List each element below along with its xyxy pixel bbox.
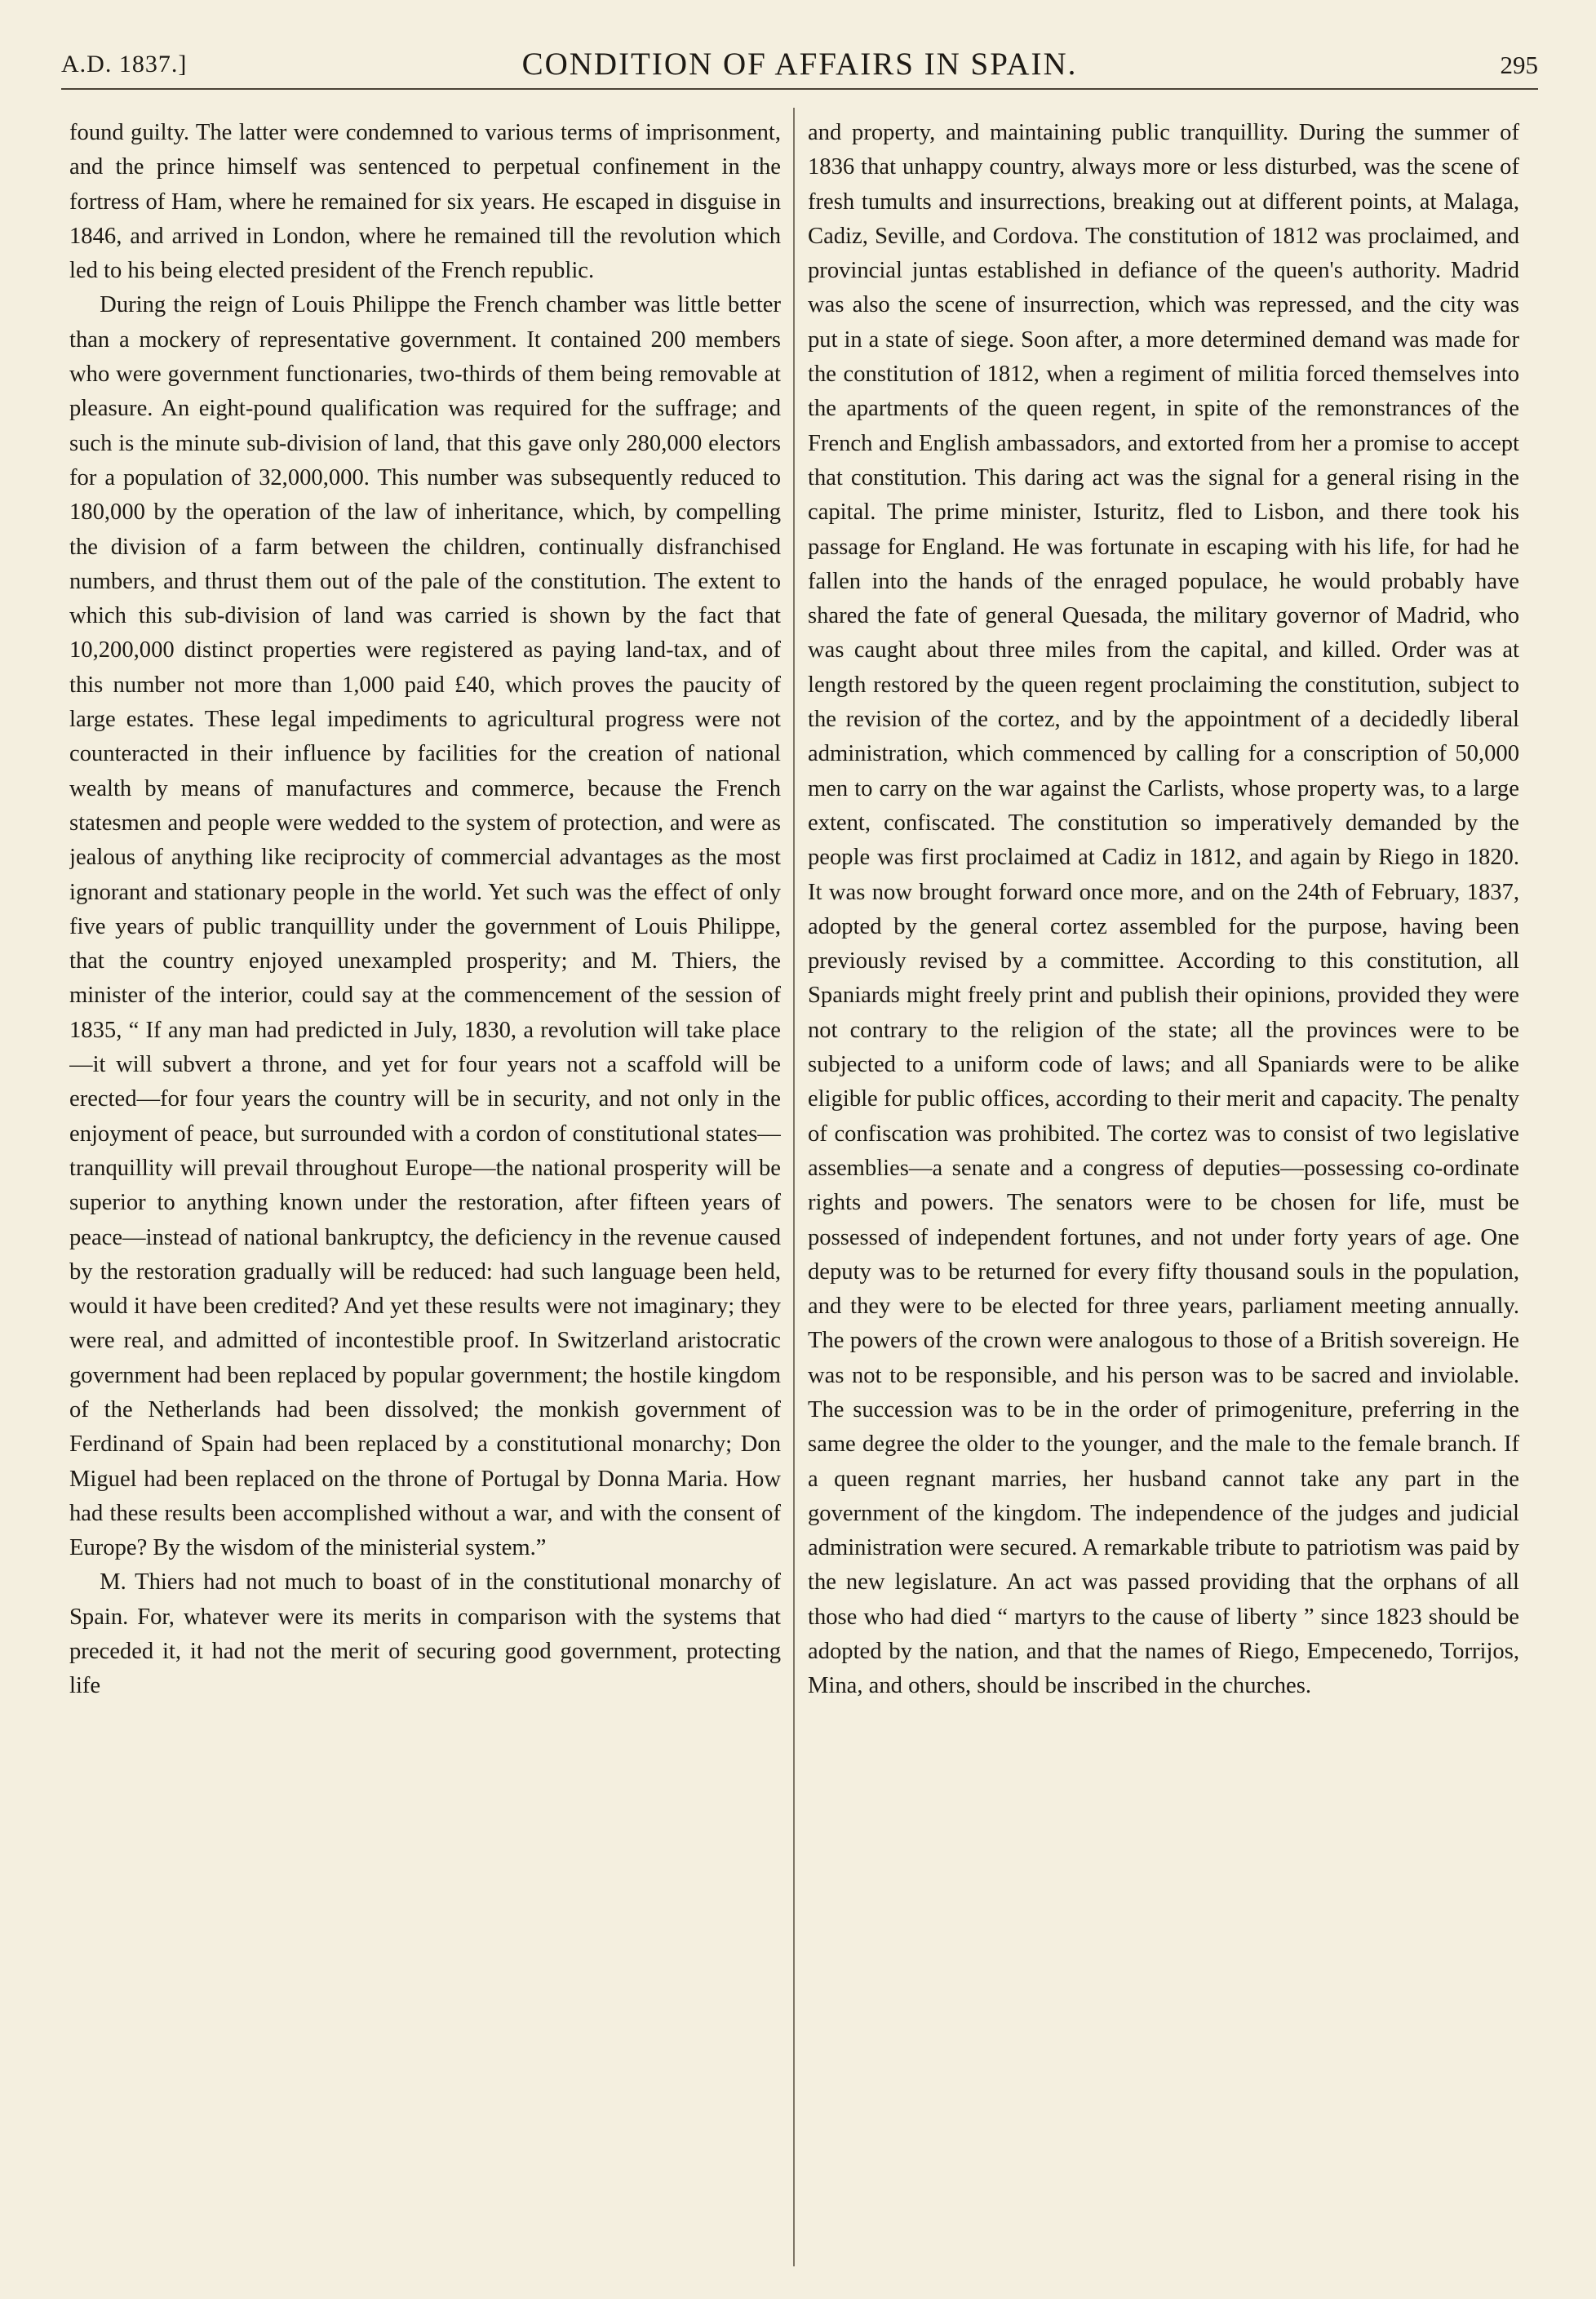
left-column — [69, 116, 781, 2270]
header-rule — [61, 88, 1538, 90]
column-divider — [793, 108, 795, 2266]
right-column — [808, 116, 1519, 2270]
paragraph: During the reign of Louis Philippe the French chamber was little better than a mockery of representative government. It contained 200 members who were government functionaries, two-thirds of them being removable at pleasure. An eight-pound qualification was required for the suffrage; and such is the minute sub-division of land, that this gave only 280,000 electors for a population of 32,000,000. This number was subsequently reduced to 180,000 by the operation of the law of inheritance, which, by compelling the division of a farm between the children, continually disfranchised numbers, and thrust them out of the pale of the constitution. The extent to which this sub-division of land was carried is shown by the fact that 10,200,000 distinct properties were registered as paying land-tax, and of this number not more than 1,000 paid £40, which proves the paucity of large estates. These legal impediments to agricultural progress were not counteracted in their influence by facilities for the creation of national wealth by means of manufactures and commerce, because the French statesmen and people were wedded to the system of protection, and were as jealous of anything like reciprocity of commercial advantages as the most ignorant and stationary people in the world. Yet such was the effect of only five years of public tranquillity under the government of Louis Philippe, that the country enjoyed unexampled prosperity; and M. Thiers, the minister of the interior, could say at the commencement of the session of 1835, “ If any man had predicted in July, 1830, a revolution will take place—it will subvert a throne, and yet for four years not a scaffold will be erected—for four years the country will be in security, and not only in the enjoyment of peace, but surrounded with a cordon of constitutional states—tranquillity will prevail throughout Europe—the national prosperity will be superior to anything known under the restoration, after fifteen years of peace—instead of national bankruptcy, the deficiency in the revenue caused by the restoration gradually will be reduced: had such language been held, would it have been credited? And yet these results were not imaginary; they were real, and admitted of incontestible proof. In Switzerland aristocratic government had been replaced by popular government; the hostile kingdom of the Netherlands had been dissolved; the monkish government of Ferdinand of Spain had been replaced by a constitutional monarchy; Don Miguel had been replaced on the throne of Portugal by Donna Maria. How had these results been accomplished without a war, and with the consent of Europe? By the wisdom of the ministerial system.” — [69, 292, 781, 1561]
header-title: CONDITION OF AFFAIRS IN SPAIN. — [521, 47, 1078, 82]
paragraph: found guilty. The latter were condemned to various terms of imprisonment, and the prince himself was sentenced to perpetual confinement in the fortress of Ham, where he remained for six years. He escaped in disguise in 1846, and arrived in London, where he remained till the revolution which led to his being elected president of the French republic. — [69, 120, 781, 284]
header-date: A.D. 1837.] — [61, 51, 188, 78]
running-header — [61, 42, 1538, 83]
page-number: 295 — [1500, 51, 1538, 79]
paragraph: M. Thiers had not much to boast of in the constitutional monarchy of Spain. For, whatever were its merits in comparison with the systems that preceded it, it had not the merit of securing good government, protecting life — [69, 1569, 781, 1699]
paragraph: and property, and maintaining public tranquillity. During the summer of 1836 that unhappy country, always more or less disturbed, was the scene of fresh tumults and insurrections, breaking out at different points, at Malaga, Cadiz, Seville, and Cordova. The constitution of 1812 was proclaimed, and provincial juntas established in defiance of the queen's authority. Madrid was also the scene of insurrection, which was repressed, and the city was put in a state of siege. Soon after, a more determined demand was made for the constitution of 1812, when a regiment of militia forced themselves into the apartments of the queen regent, in spite of the remonstrances of the French and English ambassadors, and extorted from her a promise to accept that constitution. This daring act was the signal for a general rising in the capital. The prime minister, Isturitz, fled to Lisbon, and there took his passage for England. He was fortunate in escaping with his life, for had he fallen into the hands of the enraged populace, he would probably have shared the fate of general Quesada, the military governor of Madrid, who was caught about three miles from the capital, and killed. Order was at length restored by the queen regent proclaiming the constitution, subject to the revision of the cortez, and by the appointment of a decidedly liberal administration, which commenced by calling for a conscription of 50,000 men to carry on the war against the Carlists, whose property was, to a large extent, confiscated. The constitution so imperatively demanded by the people was first proclaimed at Cadiz in 1812, and again by Riego in 1820. It was now brought forward once more, and on the 24th of February, 1837, adopted by the general cortez assembled for the purpose, having been previously revised by a committee. According to this constitution, all Spaniards might freely print and publish their opinions, provided they were not contrary to the religion of the state; all the provinces were to be subjected to a uniform code of laws; and all Spaniards were to be alike eligible for public offices, according to their merit and capacity. The penalty of confiscation was prohibited. The cortez was to consist of two legislative assemblies—a senate and a congress of deputies—possessing co-ordinate rights and powers. The senators were to be chosen for life, must be possessed of independent fortunes, and not under forty years of age. One deputy was to be returned for every fifty thousand souls in the population, and they were to be elected for three years, parliament meeting annually. The powers of the crown were analogous to those of a British sovereign. He was not to be responsible, and his person was to be sacred and inviolable. The succession was to be in the order of primogeniture, preferring in the same degree the older to the younger, and the male to the female branch. If a queen regnant marries, her husband cannot take any part in the government of the kingdom. The independence of the judges and judicial administration were secured. A remarkable tribute to patriotism was paid by the new legislature. An act was passed providing that the orphans of all those who had died “ martyrs to the cause of liberty ” since 1823 should be adopted by the nation, and that the names of Riego, Empecenedo, Torrijos, Mina, and others, should be inscribed in the churches. — [808, 120, 1519, 1699]
